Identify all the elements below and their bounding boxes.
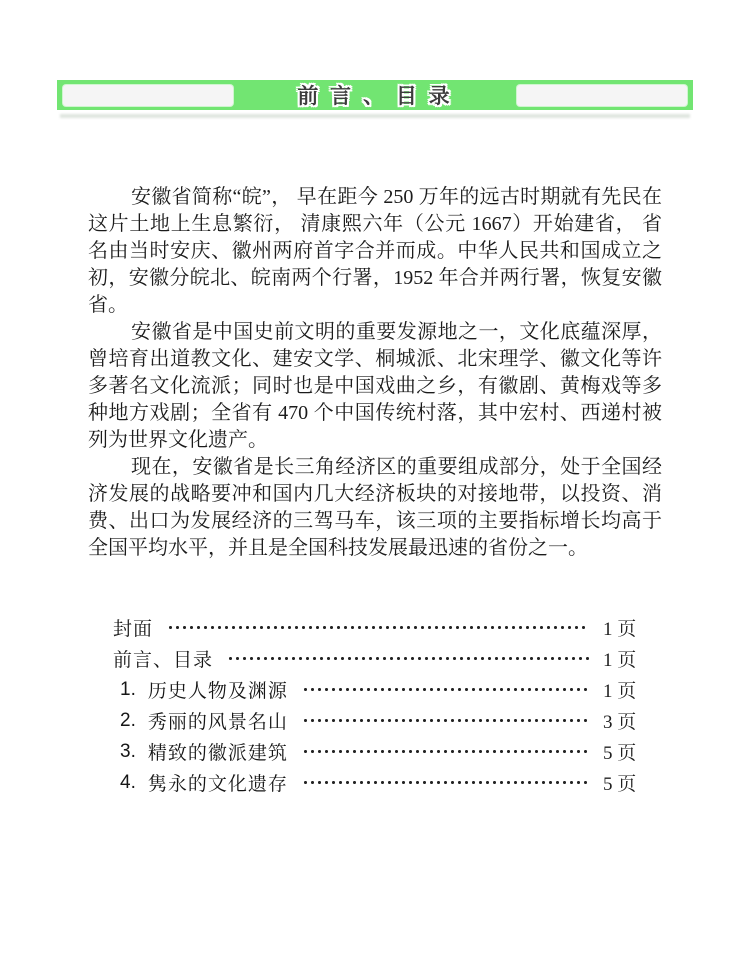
toc-item-page: 1 页 (603, 650, 637, 671)
toc-item-page: 5 页 (603, 743, 637, 764)
toc-item-label: 封面 (113, 619, 154, 640)
toc-item-label: 历史人物及渊源 (147, 681, 288, 702)
body-paragraph-economy: 现在，安徽省是长三角经济区的重要组成部分，处于全国经济发展的战略要冲和国内几大经济板块的对接地带，以投资、消费、出口为发展经济的三驾马车，该三项的主要指标增长均高于全国平均水平，并且是全国科技发展最迅速的省份之一。 (88, 456, 662, 559)
toc-item-page: 3 页 (603, 712, 637, 733)
toc-item-number: 2. (120, 709, 136, 731)
toc-item-page: 5 页 (603, 774, 637, 795)
toc-row-chapter-3 (113, 736, 653, 767)
toc-item-page: 1 页 (603, 681, 637, 702)
toc-row-chapter-4 (113, 767, 653, 798)
toc-item-label: 秀丽的风景名山 (147, 712, 288, 733)
toc-item-label: 精致的徽派建筑 (147, 743, 288, 764)
toc-row-chapter-1 (113, 674, 653, 705)
toc-dotted-leader (302, 705, 589, 736)
toc-row-preface (113, 643, 653, 674)
toc-item-number: 3. (120, 740, 136, 762)
page-title: 前 言 、 目 录 (297, 85, 453, 108)
toc-dotted-leader (227, 643, 589, 674)
body-paragraph-culture: 安徽省是中国史前文明的重要发源地之一，文化底蕴深厚，曾培育出道教文化、建安文学、桐城派、北宋理学、徽文化等许多著名文化流派；同时也是中国戏曲之乡，有徽剧、黄梅戏等多种地方戏剧；全省有 470 个中国传统村落，其中宏村、西递村被列为世界文化遗产。 (88, 321, 662, 451)
banner-right-box (517, 85, 687, 106)
toc-dotted-leader (302, 767, 589, 798)
toc-dotted-leader (167, 612, 589, 643)
section-header-banner (57, 80, 693, 110)
toc-dotted-leader (302, 736, 589, 767)
body-text (88, 184, 662, 562)
body-paragraph-history: 安徽省简称“皖”， 早在距今 250 万年的远古时期就有先民在这片土地上生息繁衍， 清康熙六年（公元 1667）开始建省， 省名由当时安庆、徽州两府首字合并而成。中华人民共和国成立之初，安徽分皖北、皖南两个行署，1952 年合并两行署，恢复安徽省。 (88, 186, 662, 316)
toc-item-label: 隽永的文化遗存 (147, 774, 288, 795)
banner-left-box (63, 85, 233, 106)
toc-item-number: 1. (120, 678, 136, 700)
toc-item-label: 前言、目录 (113, 650, 214, 671)
toc-item-page: 1 页 (603, 619, 637, 640)
table-of-contents (113, 612, 653, 798)
toc-row-cover (113, 612, 653, 643)
toc-dotted-leader (302, 674, 589, 705)
toc-item-number: 4. (120, 771, 136, 793)
toc-row-chapter-2 (113, 705, 653, 736)
